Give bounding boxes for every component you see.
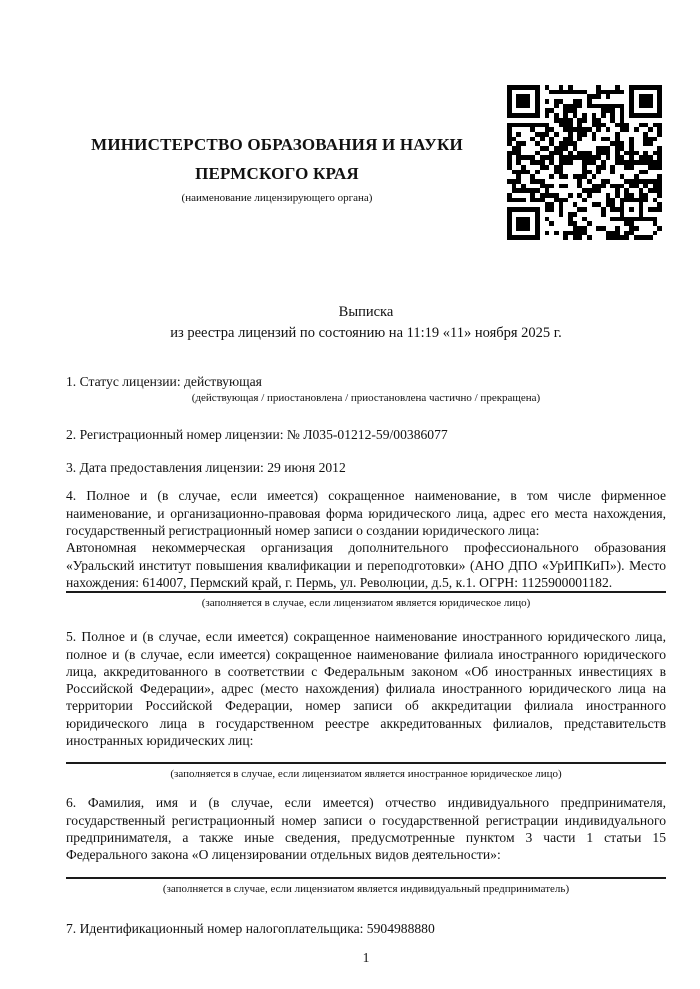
registration-number-text: 2. Регистрационный номер лицензии: № Л035-01212-59/00386077 [66, 426, 448, 442]
entrepreneur-fill-line [66, 877, 666, 879]
entrepreneur-caption: (заполняется в случае, если лицензиатом является индивидуальный предприниматель) [162, 882, 570, 895]
legal-entity-caption: (заполняется в случае, если лицензиатом является юридическое лицо) [201, 597, 531, 610]
registration-number-item [66, 426, 666, 443]
license-grant-date-text: 3. Дата предоставления лицензии: 29 июня 2012 [66, 460, 346, 476]
legal-entity-value: Автономная некоммерческая организация дополнительного профессионального образования «Уральский институт повышения квалификации и переподготовки» (АНО ДПО «УрИПКиП»). Место нахождения: 614007, Пермский край, г. Пермь, ул. Революции, д.5, к.1. ОГРН: 1125900001182. [66, 539, 666, 593]
entrepreneur-item [66, 794, 666, 897]
ministry-caption: (наименование лицензирующего органа) [181, 192, 373, 204]
legal-entity-label: 4. Полное и (в случае, если имеется) сокращенное наименование, в том числе фирменное наименование, и организационно-правовая форма юридического лица, адрес его места нахождения, государственный регистрационный номер записи о создании юридического лица: [66, 488, 666, 539]
entrepreneur-label: 6. Фамилия, имя и (в случае, если имеется) отчество индивидуального предпринимателя, государственный регистрационный номер записи о государственной регистрации индивидуального предпринимателя, а также иные сведения, предусмотренные пунктом 3 части 1 статьи 15 Федерального закона «О лицензировании отдельных видов деятельности»: [66, 795, 666, 863]
foreign-entity-label: 5. Полное и (в случае, если имеется) сокращенное наименование иностранного юридического лица, полное и (в случае, если имеется) сокращенное наименование филиала иностранного юридического лица, аккредитованного в соответствии с Федеральным законом «Об иностранных инвестициях в Российской Федерации», адрес (место нахождения) филиала иностранного юридического лица на территории Российской Федерации, номер записи об аккредитации филиала иностранного юридического лица в государственном реестре аккредитованных филиалов, представительств иностранных юридических лиц: [66, 629, 666, 749]
foreign-entity-fill-line [66, 762, 666, 764]
license-grant-date-item [66, 459, 666, 476]
license-status-text: 1. Статус лицензии: действующая [66, 373, 262, 389]
ministry-name-line1: МИНИСТЕРСТВО ОБРАЗОВАНИЯ И НАУКИ [91, 135, 463, 154]
foreign-entity-item [66, 628, 666, 783]
ministry-name-line2: ПЕРМСКОГО КРАЯ [195, 164, 359, 183]
legal-entity-item [66, 487, 666, 612]
taxpayer-id-item [66, 920, 666, 937]
status-options-caption: (действующая / приостановлена / приостановлена частично / прекращена) [191, 391, 541, 404]
foreign-entity-caption: (заполняется в случае, если лицензиатом является иностранное юридическое лицо) [170, 768, 562, 781]
page-number: 1 [362, 949, 370, 965]
document-title-line1: Выписка [338, 304, 394, 320]
license-status-item [66, 373, 666, 407]
document-title [66, 302, 666, 345]
extract-date-line: из реестра лицензий по состоянию на 11:19 «11» ноября 2025 г. [170, 325, 562, 342]
taxpayer-id-text: 7. Идентификационный номер налогоплательщика: 5904988880 [66, 920, 435, 936]
document-body [66, 0, 666, 966]
